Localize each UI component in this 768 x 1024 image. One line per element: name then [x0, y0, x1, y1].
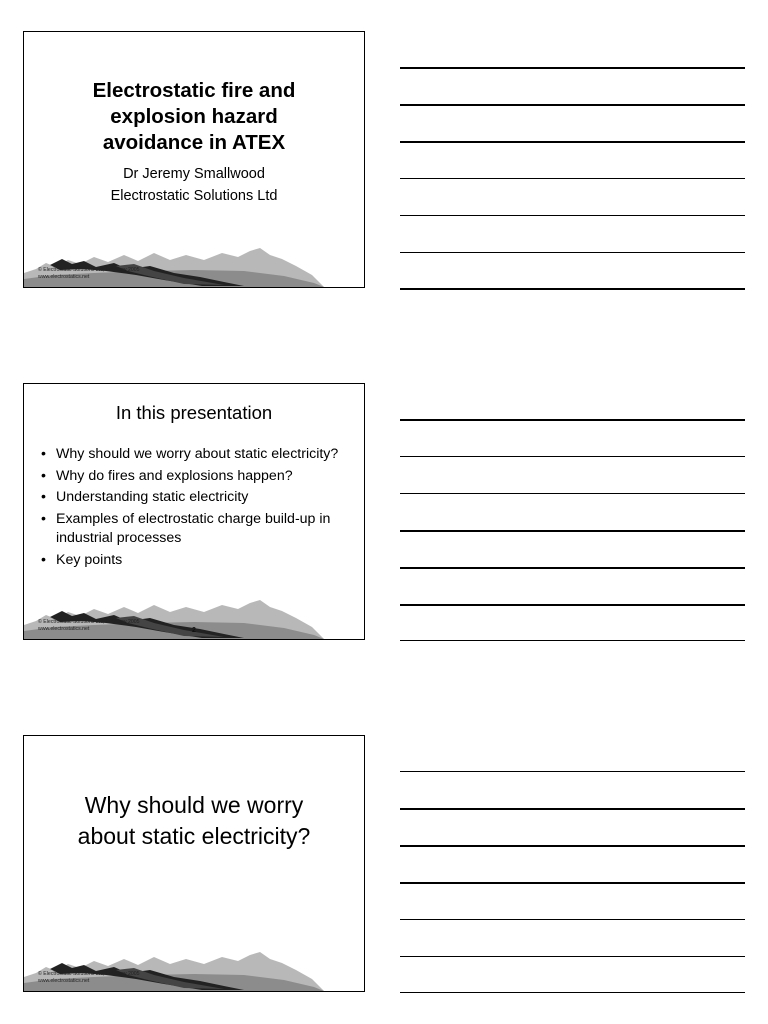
note-line	[400, 640, 745, 641]
slide-1-company: Electrostatic Solutions Ltd	[110, 188, 278, 204]
footer-copyright: © Electrostatic Solutions Ltd, February 2005	[38, 267, 140, 273]
list-item	[41, 510, 341, 549]
note-line	[400, 456, 745, 457]
list-item	[41, 467, 341, 487]
footer-copyright: © Electrostatic Solutions Ltd, February 2005	[38, 971, 140, 977]
note-line	[400, 771, 745, 772]
bullet-icon: •	[41, 446, 46, 462]
note-line	[400, 252, 745, 253]
note-line	[400, 567, 745, 569]
slide-1-author: Dr Jeremy Smallwood	[123, 166, 265, 182]
list-item-text: Examples of electrostatic charge build-up in industrial processes	[56, 510, 331, 546]
note-line	[400, 882, 745, 884]
note-line	[400, 141, 745, 143]
footer-url: www.electrostatics.net	[38, 273, 90, 280]
slide-3-title-line: Why should we worry	[84, 792, 304, 818]
footer-copyright: © Electrostatic Solutions Ltd, February 2005	[38, 619, 140, 625]
bullet-icon: •	[41, 467, 46, 484]
slide-1-title-line: avoidance in ATEX	[102, 131, 286, 154]
slide-2-thumbnail	[23, 383, 365, 640]
note-line	[400, 956, 745, 957]
slide-1-thumbnail	[23, 31, 365, 288]
slide-1-title	[24, 78, 364, 156]
slide-footer-text	[38, 267, 140, 280]
note-line	[400, 288, 745, 290]
note-line	[400, 919, 745, 920]
note-line	[400, 67, 745, 69]
list-item-text: Understanding static electricity	[56, 489, 249, 505]
note-line	[400, 215, 745, 216]
footer-url: www.electrostatics.net	[38, 625, 90, 632]
note-line	[400, 530, 745, 532]
note-line	[400, 178, 745, 179]
footer-url: www.electrostatics.net	[38, 977, 90, 984]
slide-3-thumbnail	[23, 735, 365, 992]
note-line	[400, 604, 745, 606]
slide-footer-text	[38, 619, 140, 632]
bullet-icon: •	[41, 510, 46, 527]
list-item	[41, 488, 341, 508]
note-line	[400, 845, 745, 847]
note-line	[400, 419, 745, 421]
slide-2-title: In this presentation	[115, 402, 273, 423]
list-item-text: Key points	[56, 551, 123, 568]
list-item-text: Why should we worry about static electricity?	[56, 446, 339, 462]
note-line	[400, 493, 745, 494]
bullet-icon: •	[41, 551, 46, 568]
slide-1-subtitle	[24, 163, 364, 207]
list-item	[41, 445, 341, 465]
mountain-footer-graphic	[24, 243, 365, 287]
bullet-icon: •	[41, 489, 46, 505]
slide-1-title-line: explosion hazard	[110, 105, 278, 128]
slide-2-bullet-list	[41, 445, 341, 572]
slide-3-title-line: about static electricity?	[77, 823, 311, 849]
list-item-text: Why do fires and explosions happen?	[56, 467, 293, 484]
list-item	[41, 551, 341, 571]
slide-3-title	[24, 790, 364, 852]
note-line	[400, 992, 745, 993]
note-line	[400, 104, 745, 106]
slide-page-number: 2	[192, 627, 196, 634]
note-line	[400, 808, 745, 810]
slide-footer-text	[38, 971, 140, 984]
slide-1-title-line: Electrostatic fire and	[92, 79, 296, 102]
mountain-footer-graphic	[24, 947, 365, 991]
